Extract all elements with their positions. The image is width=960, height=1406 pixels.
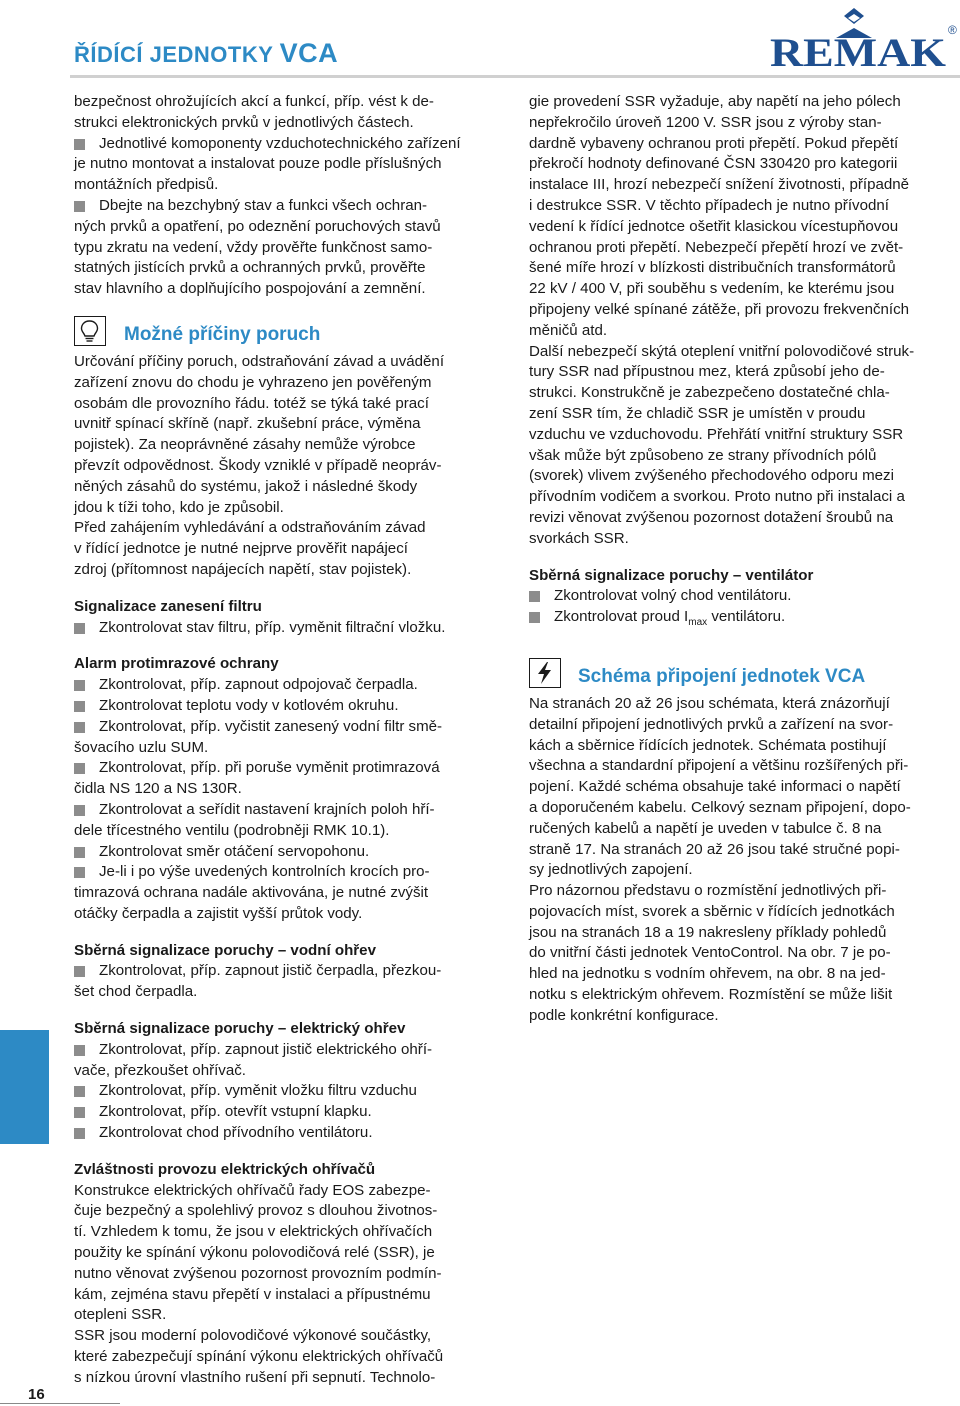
text-line: přívodním vodičem a svorkou. Proto nutno při instalaci a — [529, 488, 905, 506]
page-number: 16 — [28, 1386, 45, 1403]
text-line: i destrukce SSR. V těchto případech je nutno přívodní — [529, 196, 889, 214]
text-line: převzít odpovědnost. Škody vzniklé v případě neopráv- — [74, 456, 442, 474]
schema-heading-row — [529, 652, 959, 694]
right-column — [529, 92, 959, 1027]
text-line: měničů atd. — [529, 321, 608, 339]
text-line: v řídící jednotce je nutné nejprve prověřit napájecí — [74, 540, 408, 558]
text-line: tí. Vzhledem k tomu, že jsou v elektrických ohřívačích — [74, 1223, 433, 1241]
bullet-item — [74, 717, 504, 738]
text-line: jsou na stranách 18 a 19 nakresleny příklady pohledů — [529, 923, 887, 941]
text-line: svorkách SSR. — [529, 529, 629, 547]
chapter-side-tab — [0, 1030, 49, 1144]
bullet-text: Zkontrolovat teplotu vody v kotlovém okruhu. — [99, 696, 399, 714]
bullet-text: Zkontrolovat volný chod ventilátoru. — [554, 587, 792, 605]
bullet-continuation: šovacího uzlu SUM. — [74, 738, 209, 756]
text-line: 22 kV / 400 V, při souběhu s vedením, ke kterému jsou — [529, 280, 895, 298]
header-title-text: ŘÍDÍCÍ JEDNOTKY — [74, 42, 274, 67]
text-line: strukci. Konstrukčně je zabezpečeno dostatečné chla- — [529, 384, 890, 402]
text-line: SSR jsou moderní polovodičové výkonové součástky, — [74, 1327, 432, 1345]
fan-item2-post: ventilátoru. — [707, 608, 786, 626]
ssr-paragraph — [529, 92, 959, 550]
text-line: instalace III, hrozí nebezpečí snížení životnosti, případně — [529, 176, 910, 194]
text-line: které zabezpečují spínání výkonu elektrických ohřívačů — [74, 1348, 444, 1366]
text-line: do vnitřní části jednotek VentoControl. Na obr. 7 je po- — [529, 944, 891, 962]
bullet-item — [74, 842, 504, 863]
electric-heating-list — [74, 1040, 504, 1144]
bullet-text: Je-li i po výše uvedených kontrolních krocích pro- — [99, 863, 430, 881]
text-line: bezpečnost ohrožujících akcí a funkcí, příp. vést k de- — [74, 93, 434, 110]
text-line: notku s elektrickým ohřevem. Rozmístění se může lišit — [529, 986, 893, 1004]
bullet-text: Zkontrolovat, příp. zapnout odpojovač čerpadla. — [99, 676, 418, 694]
fan-item2-sub: max — [688, 617, 708, 629]
text-line: typu zkratu na vedení, vždy prověřte funkčnost samo- — [74, 238, 433, 256]
text-line: nutno věnovat zvýšenou pozornost provozním podmín- — [74, 1264, 442, 1282]
bullet-item — [529, 607, 959, 630]
text-line: dardně vybaveny ochranou proti přepětí. Pokud přepětí — [529, 134, 899, 152]
text-line: čuje bezpečný a spolehlivý provoz s dlouhou životnos- — [74, 1202, 438, 1220]
fan-heading: Sběrná signalizace poruchy – ventilátor — [529, 566, 814, 584]
text-line: vzduchu ve vzduchovodu. Přehřátí vnitřní struktury SSR — [529, 425, 904, 443]
bullet-continuation: vače, přezkoušet ohřívač. — [74, 1061, 246, 1079]
lightning-icon — [529, 658, 561, 688]
fan-item2-pre: Zkontrolovat proud I — [554, 608, 689, 626]
filter-heading: Signalizace zanesení filtru — [74, 597, 262, 615]
bullet-item — [74, 758, 504, 779]
text-line: ných prvků a opatření, po odeznění poruchových stavů — [74, 217, 441, 235]
text-line: zdroj (přítomnost napájecích napětí, stav pojistek). — [74, 560, 412, 578]
text-line: Pro názornou představu o rozmístění jednotlivých při- — [529, 882, 887, 900]
text-line: podle konkrétní konfigurace. — [529, 1006, 719, 1024]
text-line: osobám dle provozního řádu. totéž se týká také prací — [74, 394, 429, 412]
water-heating-list — [74, 961, 504, 1003]
text-line: pojení. Každé schéma obsahuje také informaci o napětí — [529, 778, 901, 796]
text-line: montážních předpisů. — [74, 176, 219, 194]
text-line: straně 17. Na stranách 20 až 26 jsou také stručné popi- — [529, 840, 900, 858]
text-line: je nutno montovat a instalovat pouze podle příslušných — [74, 155, 442, 173]
bullet-text: Zkontrolovat, příp. vyměnit vložku filtru vzduchu — [99, 1082, 417, 1100]
text-line: něných zásahů do systému, jakož i následné škody — [74, 477, 418, 495]
text-line: nepřekročilo úroveň 1200 V. SSR jsou z výroby stan- — [529, 113, 882, 131]
text-line: gie provedení SSR vyžaduje, aby napětí na jeho pólech — [529, 93, 901, 110]
text-line: ochranou proti přepětí. Nebezpečí přepětí hrozí ve zvět- — [529, 238, 904, 256]
bullet-text: Zkontrolovat chod přívodního ventilátoru. — [99, 1124, 373, 1142]
text-line: sy jednotlivých zapojení. — [529, 861, 693, 879]
bullet-text: Zkontrolovat směr otáčení servopohonu. — [99, 842, 370, 860]
text-line: (svorek) vlivem zvýšeného přechodového odporu mezi — [529, 467, 894, 485]
bullet-text: Zkontrolovat a seřídit nastavení krajních poloh hří- — [99, 800, 435, 818]
text-line: otepleni SSR. — [74, 1306, 167, 1324]
causes-heading-row — [74, 310, 504, 352]
bullet-continuation: šet chod čerpadla. — [74, 983, 198, 1001]
bullet-continuation: otáčky čerpadla a zajistit vyšší průtok vody. — [74, 904, 363, 922]
bullet-text: Zkontrolovat, příp. vyčistit zanesený vodní filtr smě- — [99, 717, 443, 735]
bullet-item — [74, 618, 504, 639]
text-line: pojovacích míst, svorek a sběrnic v řídících jednotkách — [529, 902, 895, 920]
heaters-heading: Zvláštnosti provozu elektrických ohřívačů — [74, 1160, 376, 1178]
text-line: vedení k řídící jednotce ošetřit klasickou vícestupňovou — [529, 217, 899, 235]
text-line: revizi věnovat zvýšenou pozornost dotažení šroubů na — [529, 508, 894, 526]
remak-logo — [768, 4, 958, 70]
text-line: Určování příčiny poruch, odstraňování závad a uvádění — [74, 352, 445, 370]
bullet-item — [74, 961, 504, 982]
text-line: kách a sběrnice řídících jednotek. Schémata postihují — [529, 736, 887, 754]
text-line: strukci elektronických prvků v jednotlivých částech. — [74, 113, 414, 131]
bullet-continuation: dele třícestného ventilu (podrobněji RMK 10.1). — [74, 821, 390, 839]
heaters-paragraph — [74, 1181, 504, 1389]
bullet-text — [554, 607, 785, 630]
text-line: šené míře hrozí v blízkosti distribučních transformátorů — [529, 259, 896, 277]
electric-heating-heading: Sběrná signalizace poruchy – elektrický ohřev — [74, 1020, 406, 1038]
lightbulb-icon — [74, 316, 106, 346]
text-line: kám, zejména stavu přepětí v instalaci a přípustnému — [74, 1285, 431, 1303]
bullet-item — [74, 196, 504, 217]
header-title-abbr: VCA — [279, 38, 339, 68]
text-line: zení SSR tím, že chladič SSR je umístěn v proudu — [529, 404, 866, 422]
causes-paragraph — [74, 352, 504, 581]
text-line: Další nebezpečí skýtá oteplení vnitřní polovodičové struk- — [529, 342, 915, 360]
text-line: zařízení znovu do chodu je vyhrazeno jen pověřeným — [74, 373, 432, 391]
text-line: hled na jednotku s vodním ohřevem, na obr. 8 na jed- — [529, 965, 886, 983]
text-line: stav hlavního a doplňujícího pospojování a zemnění. — [74, 280, 426, 298]
bullet-text: Zkontrolovat stav filtru, příp. vyměnit filtrační vložku. — [99, 618, 446, 636]
left-column — [74, 92, 504, 1389]
bullet-text: Zkontrolovat, příp. při poruše vyměnit protimrazová — [99, 759, 440, 777]
bullet-text: Dbejte na bezchybný stav a funkci všech ochran- — [99, 196, 428, 214]
text-line: detailní připojení jednotlivých prvků a zařízení na svor- — [529, 715, 894, 733]
causes-heading: Možné příčiny poruch — [124, 323, 321, 345]
text-line: a doporučeném kabelu. Celkový seznam připojení, dopo- — [529, 798, 911, 816]
footer-divider — [0, 1403, 120, 1404]
bullet-text: Zkontrolovat, příp. otevřít vstupní klapku. — [99, 1103, 372, 1121]
schema-heading: Schéma připojení jednotek VCA — [578, 665, 866, 687]
text-line: s nízkou úrovní vlastního rušení při sepnutí. Technolo- — [74, 1368, 436, 1386]
bullet-item — [74, 862, 504, 883]
text-line: statných jistících prvků a ochranných prvků, prověřte — [74, 259, 426, 277]
bullet-item — [529, 586, 959, 607]
frost-list — [74, 675, 504, 925]
text-line: připojeny velké spínané zátěže, při provozu frekvenčních — [529, 300, 910, 318]
bullet-item — [74, 800, 504, 821]
bullet-continuation: timrazová ochrana nadále aktivována, je nutné zvýšit — [74, 884, 429, 902]
text-line: tury SSR nad přípustnou mez, která způsobí jeho de- — [529, 363, 885, 381]
bullet-item — [74, 1040, 504, 1061]
bullet-item — [74, 675, 504, 696]
logo-wordmark: REMAK — [770, 30, 946, 70]
bullet-item — [74, 1123, 504, 1144]
bullet-item — [74, 1102, 504, 1123]
bullet-text: Zkontrolovat, příp. zapnout jistič elektrického ohří- — [99, 1040, 433, 1058]
text-line: Před zahájením vyhledávání a odstraňováním závad — [74, 519, 426, 537]
page-header-title — [74, 38, 338, 69]
text-line: Na stranách 20 až 26 jsou schémata, která znázorňují — [529, 694, 890, 712]
bullet-text: Zkontrolovat, příp. zapnout jistič čerpadla, přezkou- — [99, 962, 442, 980]
schema-paragraph — [529, 694, 959, 1027]
bullet-text: Jednotlivé komoponenty vzduchotechnického zařízení — [99, 134, 461, 152]
text-line: překročí hodnoty definované ČSN 330420 pro kategorii — [529, 155, 898, 173]
header-divider — [70, 75, 960, 78]
text-line: všechna a standardní připojení a většinu rozšířených při- — [529, 757, 909, 775]
water-heating-heading: Sběrná signalizace poruchy – vodní ohřev — [74, 941, 376, 959]
bullet-item — [74, 696, 504, 717]
text-line: ručených kabelů a napětí je uveden v tabulce č. 8 na — [529, 819, 882, 837]
text-line: uvnitř spínací skříně (např. zkušební práce, výměna — [74, 415, 421, 433]
text-line: použity ke spínání výkonu polovodičová relé (SSR), je — [74, 1244, 435, 1262]
text-line: Konstrukce elektrických ohřívačů řady EOS zabezpe- — [74, 1181, 431, 1199]
bullet-item — [74, 1081, 504, 1102]
text-line: pojistek). Za neoprávněné zásahy nemůže výrobce — [74, 436, 416, 454]
bullet-continuation: čidla NS 120 a NS 130R. — [74, 780, 242, 798]
text-line: však může být způsobeno ze strany přívodních pólů — [529, 446, 877, 464]
frost-heading: Alarm protimrazové ochrany — [74, 655, 279, 673]
text-line: jdou k tíži toho, kdo je způsobil. — [74, 498, 284, 516]
logo-registered-mark: ® — [948, 23, 957, 37]
bullet-item — [74, 134, 504, 155]
